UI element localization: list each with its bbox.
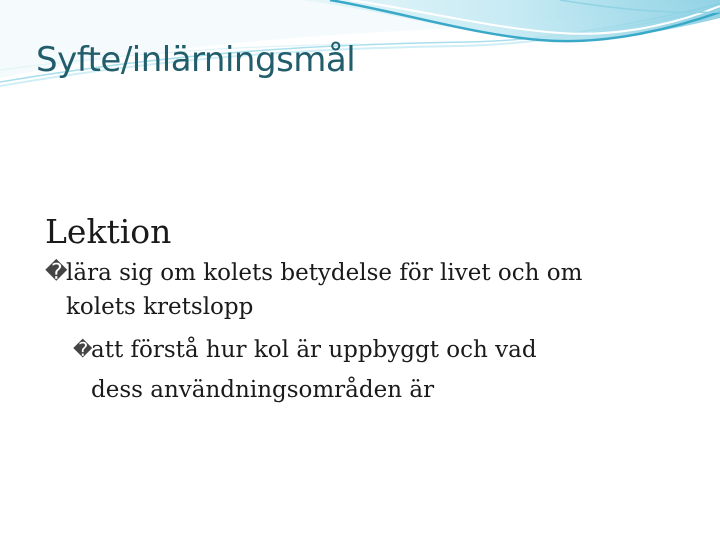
sub-bullet-text — [91, 330, 537, 410]
bullet-icon: � — [45, 260, 68, 285]
slide-content — [45, 210, 695, 410]
bullet-text-line: lära sig om kolets betydelse för livet och om — [66, 260, 583, 286]
section-heading: Lektion — [45, 212, 172, 251]
sub-bullet-icon: � — [73, 339, 93, 361]
bullet-item — [45, 256, 695, 324]
sub-bullet-text-line: dess användningsområden är — [91, 377, 435, 403]
sub-bullet-item — [73, 330, 695, 410]
bullet-text — [66, 256, 582, 324]
slide-title: Syfte/inlärningsmål — [36, 40, 356, 80]
bullet-text-line: kolets kretslopp — [66, 294, 254, 320]
sub-bullet-text-line: att förstå hur kol är uppbyggt och vad — [91, 337, 537, 363]
